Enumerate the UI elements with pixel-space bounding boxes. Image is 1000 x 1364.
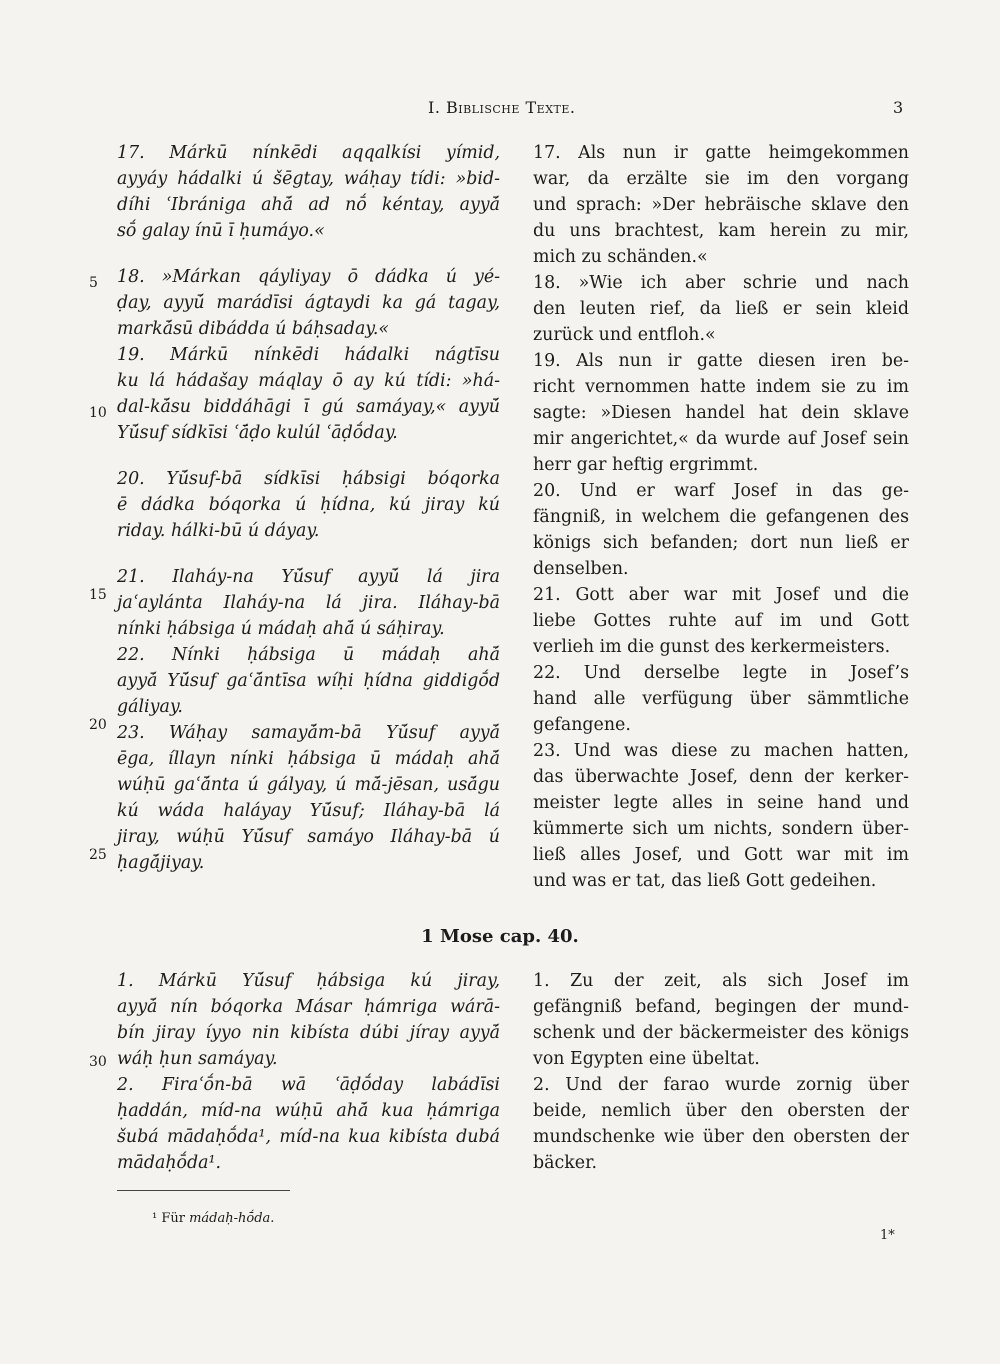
line-number: 5: [89, 275, 98, 291]
running-head: [0, 98, 1000, 124]
text-line: 22. Nínki ḥábsiga ū mádaḥ ahā́: [117, 645, 500, 665]
text-line: jiray, wúḥū Yū́suf samáyo Iláhay-bā ú: [117, 827, 500, 847]
text-line: 20. Und er warf Josef in das ge-: [533, 481, 909, 501]
text-line: díhi ʿIbrániga ahā́ ad nṓ kéntay, ayyā́: [117, 195, 500, 215]
text-line: ḥaddán, míd-na wúḥū ahā́ kua ḥámriga: [117, 1101, 500, 1121]
signature-mark: 1*: [880, 1228, 895, 1243]
text-line: 1. Márkū Yū́suf ḥábsiga kú jiray,: [117, 971, 500, 991]
somali-column-bottom: [117, 968, 500, 1176]
text-line: liebe Gottes ruhte auf im und Gott: [533, 611, 909, 631]
text-line: jaʿaylánta Ilaháy-na lá jira. Iláhay-bā: [117, 593, 500, 613]
footnote-rule: [117, 1190, 290, 1191]
text-line: herr gar heftig ergrimmt.: [533, 455, 759, 475]
footnote: [152, 1211, 274, 1226]
text-line: bín jiray íyyo nin kibísta dúbi jíray ayyā́: [117, 1023, 500, 1043]
footnote-marker: ¹: [152, 1211, 158, 1226]
text-line: gáliyay.: [117, 697, 183, 717]
text-line: meister legte alles in seine hand und: [533, 793, 909, 813]
text-line: 1. Zu der zeit, als sich Josef im: [533, 971, 909, 991]
text-line: 21. Gott aber war mit Josef und die: [533, 585, 909, 605]
text-line: 22. Und derselbe legte in Josef’s: [533, 663, 909, 683]
text-line: war, da erzälte sie im den vorgang: [533, 169, 909, 189]
text-line: richt vernommen hatte indem sie zu im: [533, 377, 909, 397]
text-line: 23. Und was diese zu machen hatten,: [533, 741, 909, 761]
text-line: 20. Yū́suf-bā sídkīsi ḥábsigi bóqorka: [117, 469, 500, 489]
german-column-bottom: [533, 968, 909, 1176]
text-line: ē dádka bóqorka ú ḥídna, kú jiray kú: [117, 495, 500, 515]
text-line: Yū́suf sídkīsi ʿá̄ḍo kulúl ʿāḍṓday.: [117, 423, 398, 443]
text-line: gefängniß befand, begingen der mund-: [533, 997, 909, 1017]
text-line: 17. Márkū nínkēdi aqqalkísi yímid,: [117, 143, 500, 163]
text-line: mundschenke wie über den obersten der: [533, 1127, 909, 1147]
text-line: zurück und entfloh.«: [533, 325, 716, 345]
text-line: 19. Márkū nínkēdi hádalki nágtīsu: [117, 345, 500, 365]
text-line: mir angerichtet,« da wurde auf Josef sein: [533, 429, 909, 449]
line-number: 20: [89, 717, 107, 733]
text-line: mādaḥṓda¹.: [117, 1153, 222, 1173]
text-line: von Egypten eine übeltat.: [533, 1049, 760, 1069]
text-line: den leuten rief, da ließ er sein kleid: [533, 299, 909, 319]
text-line: ḍay, ayyū́ marádīsi ágtaydi ka gá tagay,: [117, 293, 500, 313]
text-line: kú wáda haláyay Yū́suf; Iláhay-bā lá: [117, 801, 500, 821]
text-line: 23. Wáḥay samayā́m-bā Yū́suf ayyā́: [117, 723, 500, 743]
text-line: ayyā́ nín bóqorka Másar ḥámriga wárā-: [117, 997, 500, 1017]
german-column-top: [533, 140, 909, 894]
text-line: ließ alles Josef, und Gott war mit im: [533, 845, 909, 865]
text-line: schenk und der bäckermeister des königs: [533, 1023, 909, 1043]
text-line: hand alle verfügung über sämmtliche: [533, 689, 909, 709]
text-line: sṓ galay ínū ī ḥumáyo.«: [117, 221, 325, 241]
text-line: riday. hálki-bū ú dáyay.: [117, 521, 320, 541]
section-title: I. Biblische Texte.: [428, 98, 576, 117]
text-line: dal-kā́su biddáhāgi ī gú samáyay,« ayyū́: [117, 397, 500, 417]
line-number: 15: [89, 587, 107, 603]
text-line: verlieh im die gunst des kerkermeisters.: [533, 637, 891, 657]
text-line: 18. »Wie ich aber schrie und nach: [533, 273, 909, 293]
text-line: kümmerte sich um nichts, sondern über-: [533, 819, 909, 839]
text-line: 19. Als nun ir gatte diesen iren be-: [533, 351, 909, 371]
line-number: 30: [89, 1054, 107, 1070]
text-line: 18. »Márkan qáyliyay ō dádka ú yé-: [117, 267, 500, 287]
text-line: königs sich befanden; dort nun ließ er: [533, 533, 909, 553]
text-line: mich zu schänden.«: [533, 247, 708, 267]
text-line: ayyáy hádalki ú šēgtay, wáḥay tídi: »bid-: [117, 169, 500, 189]
text-line: denselben.: [533, 559, 629, 579]
footnote-text: Für: [161, 1211, 185, 1226]
text-line: und was er tat, das ließ Gott gedeihen.: [533, 871, 877, 891]
text-line: 17. Als nun ir gatte heimgekommen: [533, 143, 909, 163]
text-line: ḥagā́jiyay.: [117, 853, 205, 873]
text-line: beide, nemlich über den obersten der: [533, 1101, 909, 1121]
text-line: nínki ḥábsiga ú mádaḥ ahā́ ú sáḥiray.: [117, 619, 445, 639]
text-line: sagte: »Diesen handel hat dein sklave: [533, 403, 909, 423]
text-line: wúḥū gaʿā́nta ú gályay, ú mā́-jēsan, usā́gu: [117, 775, 500, 795]
line-number: 10: [89, 405, 107, 421]
text-line: gefangene.: [533, 715, 631, 735]
text-line: ēga, íllayn nínki ḥábsiga ū mádaḥ ahā́: [117, 749, 500, 769]
page-number: 3: [893, 98, 904, 117]
text-line: bäcker.: [533, 1153, 597, 1173]
chapter-heading: 1 Mose cap. 40.: [421, 926, 579, 947]
text-line: du uns brachtest, kam herein zu mir,: [533, 221, 909, 241]
text-line: fängniß, in welchem die gefangenen des: [533, 507, 909, 527]
line-number: 25: [89, 847, 107, 863]
somali-column-top: [117, 140, 500, 876]
text-line: ayyā́ Yū́suf gaʿā́ntīsa wíḥi ḥídna giddigṓd: [117, 671, 500, 691]
text-line: šubá mādaḥṓda¹, míd-na kua kibísta dubá: [117, 1127, 500, 1147]
footnote-term: mádaḥ-hṓda.: [189, 1211, 275, 1226]
text-line: und sprach: »Der hebräische sklave den: [533, 195, 909, 215]
text-line: wáḥ ḥun samáyay.: [117, 1049, 278, 1069]
text-line: 2. Firaʿṓn-bā wā ʿāḍṓday labádīsi: [117, 1075, 500, 1095]
text-line: 21. Ilaháy-na Yū́suf ayyū́ lá jira: [117, 567, 500, 587]
text-line: ku lá hádašay máqlay ō ay kú tídi: »há-: [117, 371, 500, 391]
text-line: 2. Und der farao wurde zornig über: [533, 1075, 909, 1095]
text-line: markā́sū dibádda ú báḥsaday.«: [117, 319, 389, 339]
text-line: das überwachte Josef, denn der kerker-: [533, 767, 909, 787]
